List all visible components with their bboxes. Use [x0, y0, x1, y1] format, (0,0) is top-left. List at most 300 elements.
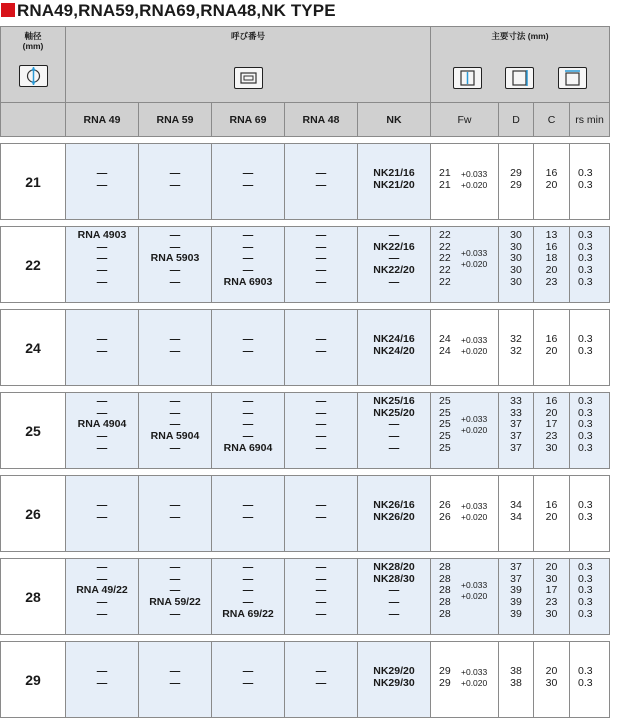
dash: — — [315, 418, 327, 431]
spacer-cell — [1, 469, 610, 476]
dash: — — [315, 240, 327, 253]
shaft-diameter: 22 — [1, 227, 66, 303]
shaft-diameter: 25 — [1, 393, 66, 469]
dash: — — [242, 510, 254, 523]
designation-cell-rna49 — [66, 310, 139, 386]
designation: NK29/20 — [373, 665, 415, 677]
designation-cell-rna59 — [139, 393, 212, 469]
d-value: 32 — [510, 344, 522, 357]
c-value: 23 — [545, 430, 558, 443]
c-value: 13 — [545, 229, 558, 241]
designation-cell-rna49 — [66, 642, 139, 718]
fw-value: 29 — [439, 665, 451, 677]
dash: — — [169, 561, 181, 573]
c-value: 20 — [545, 344, 558, 357]
d-value: 30 — [510, 229, 522, 241]
dash: — — [169, 572, 181, 585]
c-value-cell — [534, 476, 570, 552]
col-c: C — [534, 103, 570, 137]
fw-value: 21 — [439, 178, 451, 191]
designation-cell-rna49 — [66, 476, 139, 552]
d-value-cell — [499, 476, 534, 552]
dash: — — [96, 499, 108, 511]
d-value: 30 — [510, 275, 522, 288]
dash: — — [169, 264, 181, 277]
dash: — — [315, 229, 327, 241]
tolerance-plus: +0.033 — [461, 334, 488, 345]
dash: — — [96, 430, 108, 443]
dash: — — [169, 607, 181, 620]
dash: — — [388, 252, 400, 265]
c-value: 18 — [545, 252, 558, 265]
d-value: 34 — [510, 499, 522, 511]
rs-value: 0.3 — [578, 499, 593, 511]
dash: — — [242, 178, 254, 191]
d-value: 38 — [510, 665, 522, 677]
dash: — — [315, 167, 327, 179]
rs-value: 0.3 — [578, 333, 593, 345]
rs-value-cell — [570, 559, 610, 635]
dash: — — [169, 406, 181, 419]
dash: — — [315, 178, 327, 191]
designation-cell-rna48 — [285, 227, 358, 303]
dash: — — [242, 344, 254, 357]
designation-cell-rna48 — [285, 144, 358, 220]
fw-value: 29 — [439, 676, 451, 689]
dash: — — [315, 264, 327, 277]
table-row — [1, 559, 610, 635]
dash: — — [96, 596, 108, 609]
rs-value: 0.3 — [578, 178, 593, 191]
c-value-cell — [534, 559, 570, 635]
shaft-diameter: 24 — [1, 310, 66, 386]
c-value: 17 — [545, 418, 558, 431]
fw-value: 25 — [439, 406, 451, 419]
designation-cell-rna48 — [285, 393, 358, 469]
dash: — — [315, 499, 327, 511]
tolerance-plus: +0.033 — [461, 168, 488, 179]
dash: — — [388, 229, 400, 241]
designation-cell-rna69 — [212, 227, 285, 303]
fw-value: 24 — [439, 344, 451, 357]
d-value-cell — [499, 559, 534, 635]
rs-value: 0.3 — [578, 510, 593, 523]
designation: NK24/20 — [373, 344, 415, 357]
d-value-cell — [499, 227, 534, 303]
d-value: 37 — [510, 430, 522, 443]
designation: NK26/16 — [373, 499, 415, 511]
dash: — — [242, 418, 254, 431]
dash: — — [169, 584, 181, 597]
designation-cell-rna59 — [139, 559, 212, 635]
fw-cell — [431, 476, 499, 552]
c-value: 16 — [545, 167, 558, 179]
d-value: 39 — [510, 584, 522, 597]
shaft-diameter-header — [1, 27, 66, 103]
dash: — — [315, 596, 327, 609]
designation: NK21/20 — [373, 178, 415, 191]
dash: — — [169, 229, 181, 241]
rs-value: 0.3 — [578, 240, 593, 253]
table-row — [1, 393, 610, 469]
designation-cell-rna49 — [66, 393, 139, 469]
fw-value: 28 — [439, 607, 451, 620]
dash: — — [388, 430, 400, 443]
rs-value-cell — [570, 476, 610, 552]
dash: — — [242, 395, 254, 407]
dash: — — [315, 333, 327, 345]
dash: — — [96, 344, 108, 357]
dash: — — [242, 676, 254, 689]
tolerance-minus: +0.020 — [461, 259, 488, 270]
dash: — — [242, 264, 254, 277]
d-value: 39 — [510, 607, 522, 620]
dash: — — [242, 430, 254, 443]
rs-value: 0.3 — [578, 665, 593, 677]
dash: — — [242, 572, 254, 585]
dash: — — [388, 607, 400, 620]
fw-cell — [431, 227, 499, 303]
dash: — — [242, 406, 254, 419]
table-row — [1, 310, 610, 386]
designation-cell-rna48 — [285, 476, 358, 552]
rs-value: 0.3 — [578, 395, 593, 407]
fw-value: 28 — [439, 596, 451, 609]
dash: — — [242, 499, 254, 511]
tolerance-minus: +0.020 — [461, 591, 488, 602]
dash: — — [169, 333, 181, 345]
shaft-diameter: 21 — [1, 144, 66, 220]
designation-cell-rna59 — [139, 476, 212, 552]
dash: — — [242, 229, 254, 241]
dash: — — [315, 275, 327, 288]
d-value: 29 — [510, 167, 522, 179]
dash: — — [315, 510, 327, 523]
tolerance-minus: +0.020 — [461, 345, 488, 356]
bearing-table — [0, 26, 610, 718]
dash: — — [315, 572, 327, 585]
fw-cell — [431, 310, 499, 386]
dash: — — [315, 441, 327, 454]
dash: — — [315, 665, 327, 677]
dash: — — [169, 344, 181, 357]
designation-cell-nk — [358, 227, 431, 303]
fw-value: 22 — [439, 240, 451, 253]
fw-cell — [431, 642, 499, 718]
rs-value: 0.3 — [578, 344, 593, 357]
fw-cell — [431, 559, 499, 635]
designation: NK21/16 — [373, 167, 415, 179]
dash: — — [315, 406, 327, 419]
col-nk: NK — [358, 103, 431, 137]
c-value: 20 — [545, 406, 558, 419]
group-spacer — [1, 635, 610, 642]
designation-cell-rna49 — [66, 144, 139, 220]
dash: — — [315, 430, 327, 443]
dash: — — [242, 333, 254, 345]
page-title: RNA49,RNA59,RNA69,RNA48,NK TYPE — [17, 1, 336, 20]
fw-value: 21 — [439, 167, 451, 179]
dash: — — [169, 676, 181, 689]
rs-value: 0.3 — [578, 252, 593, 265]
table-row — [1, 642, 610, 718]
red-square-marker — [1, 3, 15, 17]
designation-cell-rna69 — [212, 476, 285, 552]
designation-cell-nk — [358, 642, 431, 718]
dash: — — [169, 499, 181, 511]
spacer-cell — [1, 635, 610, 642]
d-dimension-icon — [505, 67, 534, 89]
rs-value: 0.3 — [578, 275, 593, 288]
c-value: 16 — [545, 240, 558, 253]
d-value: 30 — [510, 252, 522, 265]
d-value: 33 — [510, 395, 522, 407]
rs-value: 0.3 — [578, 561, 593, 573]
dash: — — [388, 584, 400, 597]
dash: — — [315, 252, 327, 265]
rs-value: 0.3 — [578, 584, 593, 597]
dash: — — [315, 584, 327, 597]
d-value: 37 — [510, 561, 522, 573]
tolerance-plus: +0.033 — [461, 414, 488, 425]
tolerance-minus: +0.020 — [461, 179, 488, 190]
designation-header — [66, 27, 431, 103]
column-label-row — [1, 103, 610, 137]
spacer-cell — [1, 220, 610, 227]
shaft-diagram-icon — [19, 65, 48, 87]
col-rs-min: rs min — [570, 103, 610, 137]
shaft-diameter: 28 — [1, 559, 66, 635]
fw-value: 25 — [439, 418, 451, 431]
c-value-cell — [534, 144, 570, 220]
d-value: 37 — [510, 418, 522, 431]
shaft-diameter: 29 — [1, 642, 66, 718]
designation-cell-rna49 — [66, 559, 139, 635]
designation-cell-rna48 — [285, 642, 358, 718]
designation: RNA 5904 — [150, 430, 200, 443]
group-spacer — [1, 220, 610, 227]
fw-value: 22 — [439, 229, 451, 241]
table-row — [1, 227, 610, 303]
d-value-cell — [499, 642, 534, 718]
dash: — — [169, 441, 181, 454]
c-value: 20 — [545, 561, 558, 573]
designation: RNA 4903 — [77, 229, 127, 241]
c-value: 23 — [545, 596, 558, 609]
table-body — [1, 137, 610, 718]
designation-cell-rna69 — [212, 310, 285, 386]
dash: — — [96, 406, 108, 419]
dash: — — [388, 596, 400, 609]
col-rna49: RNA 49 — [66, 103, 139, 137]
d-value: 34 — [510, 510, 522, 523]
shaft-label: 軸径 — [24, 31, 42, 41]
designation: NK22/20 — [373, 264, 415, 277]
dash: — — [96, 561, 108, 573]
c-value: 30 — [545, 676, 558, 689]
dash: — — [242, 240, 254, 253]
rs-value-cell — [570, 642, 610, 718]
d-value: 30 — [510, 240, 522, 253]
designation-cell-rna59 — [139, 310, 212, 386]
rs-value: 0.3 — [578, 167, 593, 179]
tolerance-minus: +0.020 — [461, 511, 488, 522]
page-title-bar — [0, 0, 621, 22]
rs-value: 0.3 — [578, 229, 593, 241]
designation: RNA 4904 — [77, 418, 127, 431]
rs-value: 0.3 — [578, 572, 593, 585]
dash: — — [315, 395, 327, 407]
dash: — — [388, 275, 400, 288]
col-fw: Fw — [431, 103, 499, 137]
rs-value: 0.3 — [578, 418, 593, 431]
shaft-col-blank — [1, 103, 66, 137]
rs-value-cell — [570, 144, 610, 220]
dash: — — [315, 607, 327, 620]
tolerance-plus: +0.033 — [461, 248, 488, 259]
col-d: D — [499, 103, 534, 137]
c-value: 16 — [545, 395, 558, 407]
fw-value: 22 — [439, 252, 451, 265]
fw-cell — [431, 144, 499, 220]
fw-cell — [431, 393, 499, 469]
dash: — — [169, 240, 181, 253]
c-value: 20 — [545, 665, 558, 677]
rs-value: 0.3 — [578, 264, 593, 277]
fw-value: 28 — [439, 561, 451, 573]
designation-cell-nk — [358, 393, 431, 469]
designation: RNA 6904 — [223, 441, 273, 454]
c-value: 17 — [545, 584, 558, 597]
dash: — — [96, 510, 108, 523]
dash: — — [242, 665, 254, 677]
dash: — — [96, 178, 108, 191]
spacer-cell — [1, 303, 610, 310]
dash: — — [242, 252, 254, 265]
designation-cell-rna59 — [139, 227, 212, 303]
designation-cell-rna69 — [212, 642, 285, 718]
designation: NK26/20 — [373, 510, 415, 523]
rs-value: 0.3 — [578, 676, 593, 689]
dash: — — [242, 167, 254, 179]
tolerance-plus: +0.033 — [461, 580, 488, 591]
dash: — — [96, 395, 108, 407]
designation-cell-rna49 — [66, 227, 139, 303]
dash: — — [388, 418, 400, 431]
c-value-cell — [534, 642, 570, 718]
dash: — — [315, 561, 327, 573]
group-spacer — [1, 386, 610, 393]
d-value: 32 — [510, 333, 522, 345]
designation: NK25/16 — [373, 395, 415, 407]
fw-value: 28 — [439, 584, 451, 597]
designation: NK24/16 — [373, 333, 415, 345]
tolerance-plus: +0.033 — [461, 500, 488, 511]
designation: NK28/20 — [373, 561, 415, 573]
dash: — — [169, 178, 181, 191]
spacer-cell — [1, 137, 610, 144]
group-spacer — [1, 469, 610, 476]
rs-value-cell — [570, 393, 610, 469]
rs-value: 0.3 — [578, 430, 593, 443]
dimensions-header — [431, 27, 610, 103]
dash: — — [169, 510, 181, 523]
c-value: 23 — [545, 275, 558, 288]
rs-value: 0.3 — [578, 441, 593, 454]
col-rna59: RNA 59 — [139, 103, 212, 137]
fw-value: 28 — [439, 572, 451, 585]
c-value: 16 — [545, 333, 558, 345]
dash: — — [96, 333, 108, 345]
designation: RNA 69/22 — [222, 607, 274, 620]
dash: — — [169, 395, 181, 407]
col-rna69: RNA 69 — [212, 103, 285, 137]
tolerance-minus: +0.020 — [461, 425, 488, 436]
designation: RNA 59/22 — [149, 596, 201, 609]
dash: — — [96, 676, 108, 689]
dash: — — [96, 607, 108, 620]
d-value-cell — [499, 393, 534, 469]
designation: RNA 49/22 — [76, 584, 128, 597]
dash: — — [96, 665, 108, 677]
table-row — [1, 144, 610, 220]
shaft-unit: (mm) — [22, 41, 44, 51]
d-value: 39 — [510, 596, 522, 609]
rs-value: 0.3 — [578, 406, 593, 419]
designation-cell-nk — [358, 310, 431, 386]
dash: — — [242, 584, 254, 597]
c-value: 30 — [545, 572, 558, 585]
designation-cell-rna69 — [212, 144, 285, 220]
fw-value: 25 — [439, 430, 451, 443]
d-value: 37 — [510, 441, 522, 454]
dash: — — [96, 240, 108, 253]
dash: — — [96, 275, 108, 288]
designation-cell-nk — [358, 144, 431, 220]
fw-value: 24 — [439, 333, 451, 345]
group-spacer — [1, 303, 610, 310]
designation-cell-rna48 — [285, 310, 358, 386]
dash: — — [315, 676, 327, 689]
dash: — — [242, 596, 254, 609]
tolerance-plus: +0.033 — [461, 666, 488, 677]
designation-cell-rna69 — [212, 559, 285, 635]
designation: RNA 5903 — [150, 252, 200, 265]
d-value-cell — [499, 144, 534, 220]
designation-cell-nk — [358, 476, 431, 552]
c-value: 20 — [545, 178, 558, 191]
fw-value: 26 — [439, 510, 451, 523]
d-value: 30 — [510, 264, 522, 277]
c-value: 20 — [545, 510, 558, 523]
designation: NK29/30 — [373, 676, 415, 689]
rs-value: 0.3 — [578, 596, 593, 609]
designation-cell-rna59 — [139, 144, 212, 220]
rs-value: 0.3 — [578, 607, 593, 620]
dash: — — [96, 252, 108, 265]
fw-value: 25 — [439, 395, 451, 407]
d-value: 29 — [510, 178, 522, 191]
dimensions-table — [0, 26, 610, 718]
fw-value: 25 — [439, 441, 451, 454]
tolerance-minus: +0.020 — [461, 677, 488, 688]
c-value: 20 — [545, 264, 558, 277]
dash: — — [169, 418, 181, 431]
rs-value-cell — [570, 227, 610, 303]
d-value: 37 — [510, 572, 522, 585]
fw-dimension-icon — [453, 67, 482, 89]
dash: — — [96, 167, 108, 179]
